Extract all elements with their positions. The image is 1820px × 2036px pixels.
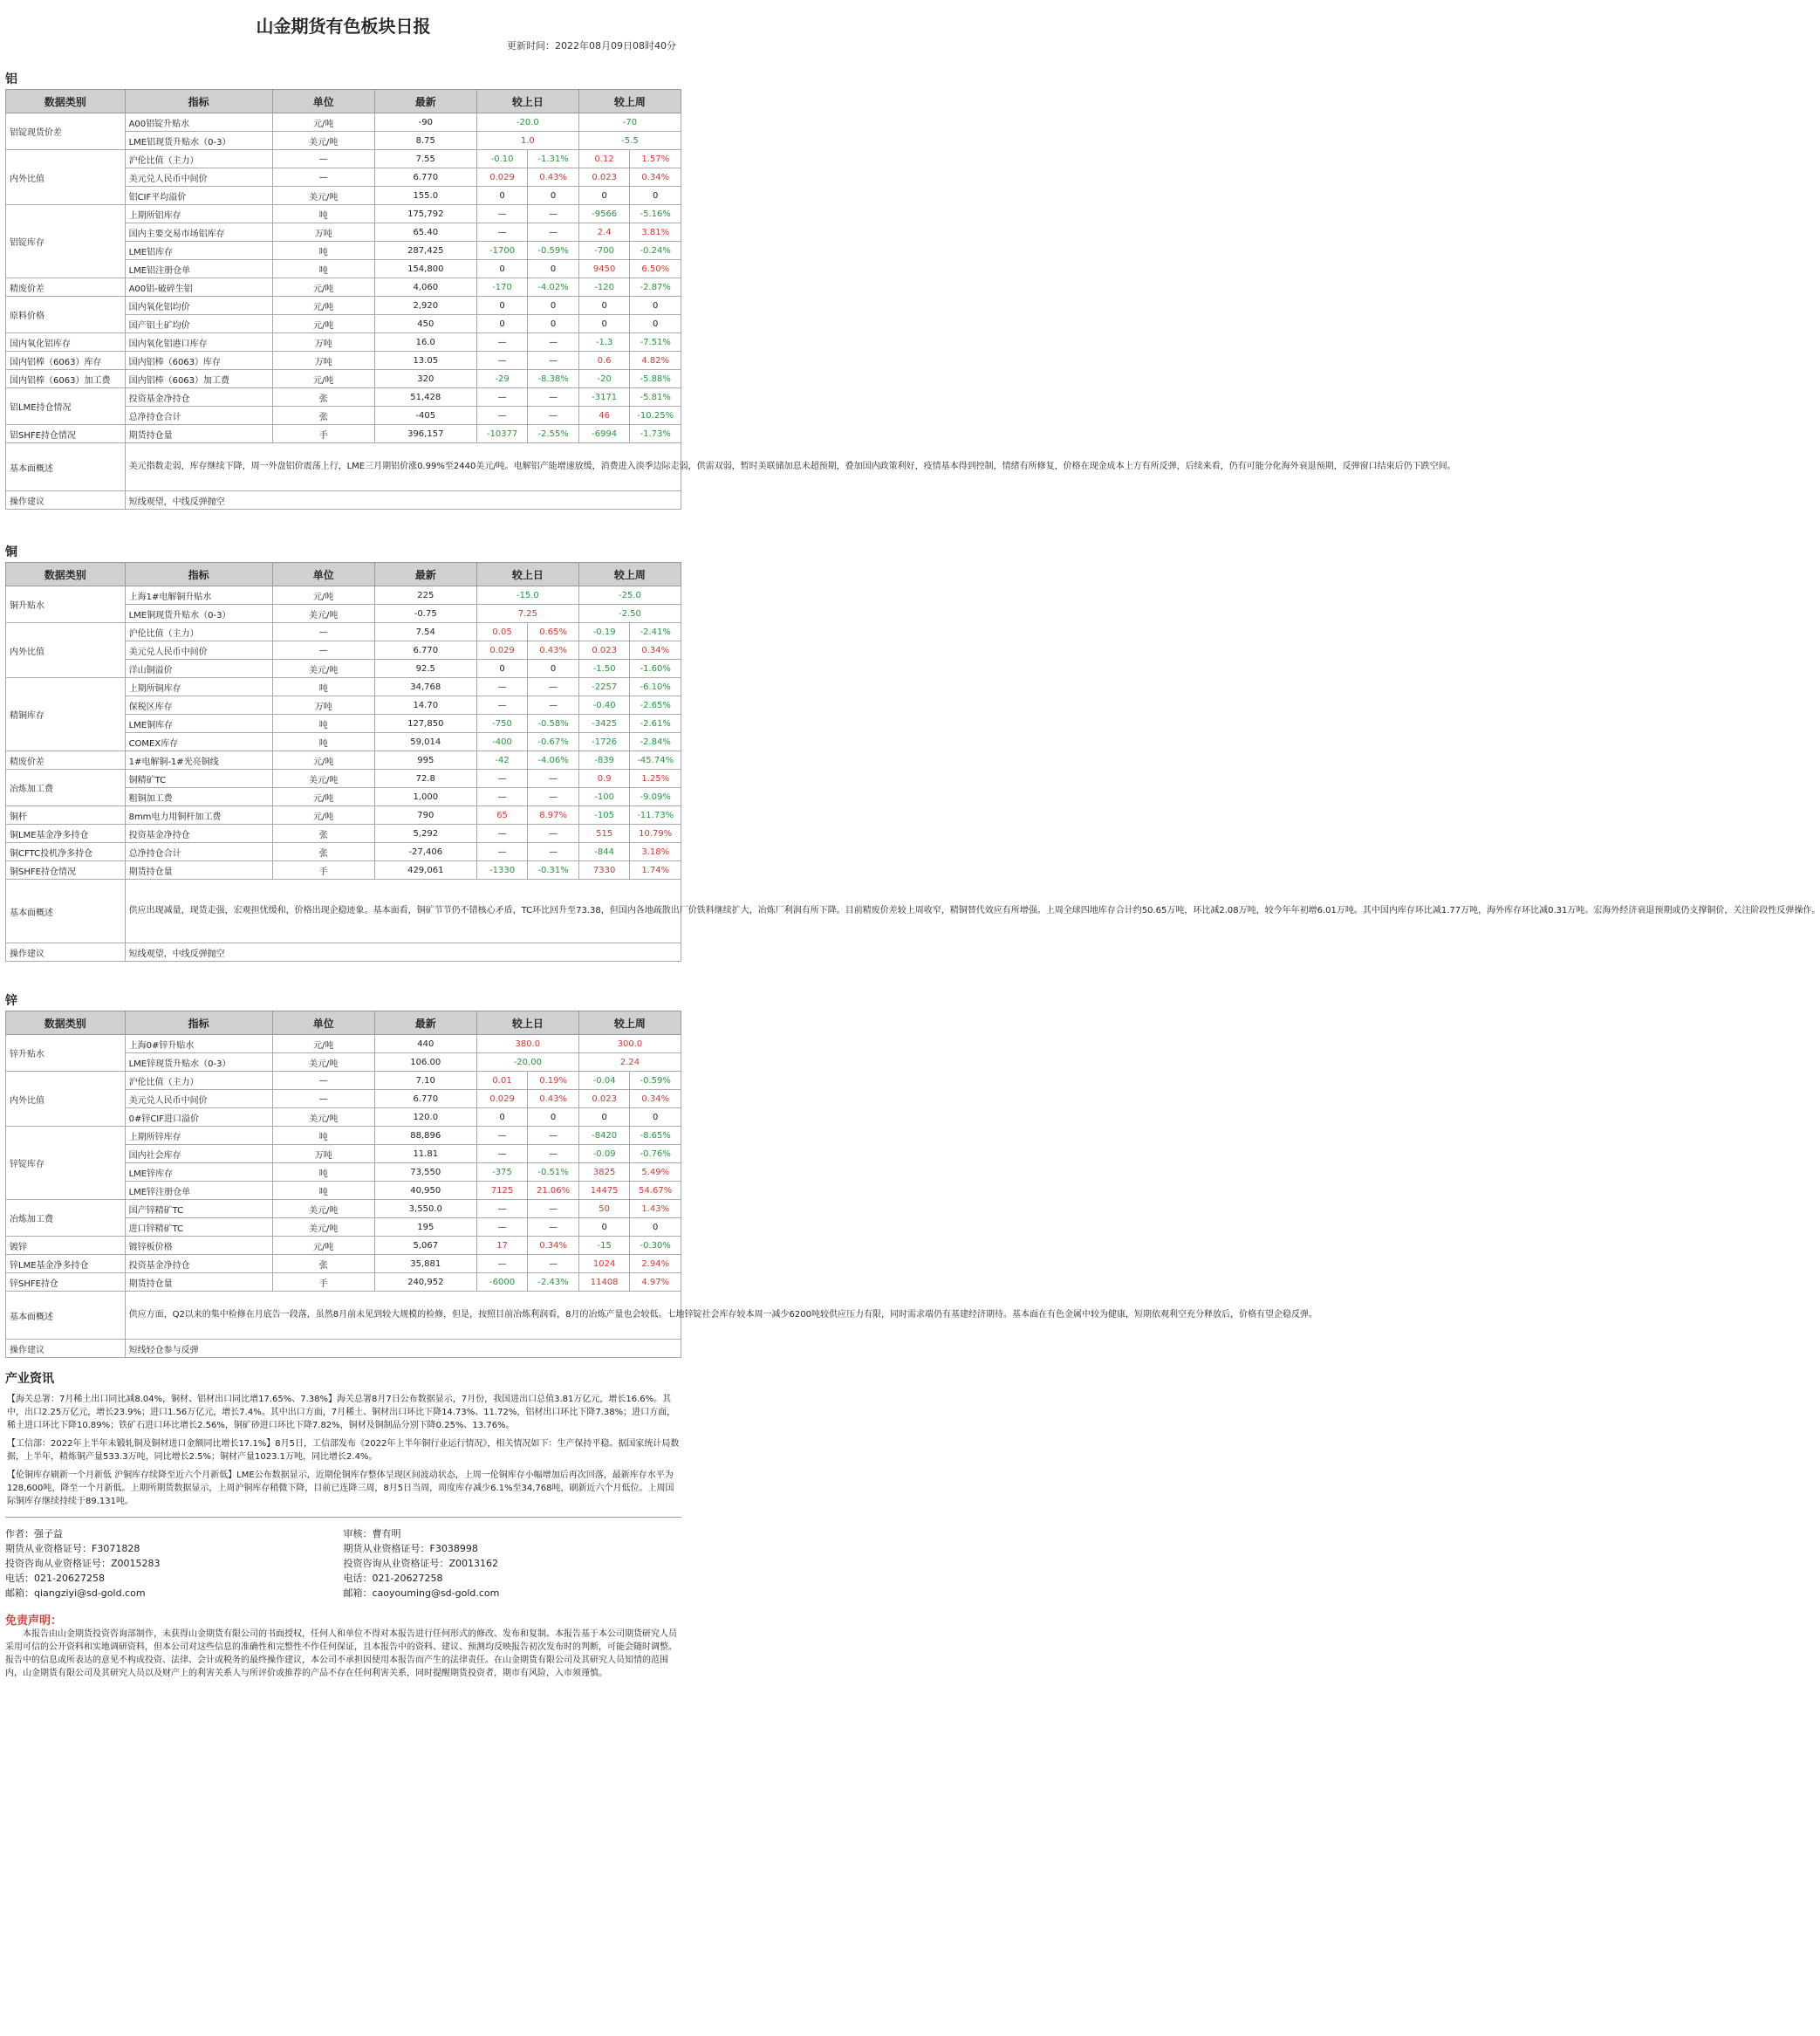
reviewer-email: 邮箱：caoyouming@sd-gold.com (343, 1587, 500, 1599)
reviewer-right (344, 1526, 682, 1601)
col-vs-prev-week: 较上周 (578, 563, 681, 586)
col-vs-prev-day: 较上日 (476, 1011, 578, 1035)
author-email: 邮箱：qiangziyi@sd-gold.com (5, 1587, 146, 1599)
col-indicator: 指标 (125, 90, 272, 113)
author-consult-license: 投资咨询从业资格证号：Z0015283 (5, 1558, 161, 1569)
page-title: 山金期货有色板块日报 (256, 16, 431, 37)
zinc-advice: 短线轻仓参与反弹 (125, 1340, 681, 1358)
divider (5, 1517, 681, 1518)
reviewer-consult-license: 投资咨询从业资格证号：Z0013162 (343, 1558, 499, 1569)
col-category: 数据类别 (6, 1011, 126, 1035)
industry-news (5, 1393, 681, 1508)
news-item-2: 【工信部：2022年上半年未锻轧铜及铜材进口金额同比增长17.1%】8月5日，工信部发布《2022年上半年铜行业运行情况》，相关情况如下：生产保持平稳。据国家统计局数据，上半年，精炼铜产量533.3万吨，同比增长2.5%；铜材产量1023.1万吨，同比增长2.4%。 (7, 1439, 680, 1462)
section-zinc: 锌 (5, 994, 17, 1008)
news-item-3: 【伦铜库存刷新一个月新低 沪铜库存续降至近六个月新低】LME公布数据显示，近期伦铜库存整体呈现区间波动状态，上周一伦铜库存小幅增加后再次回落，最新库存水平为128,600吨，降至一个月新低。上期所期货数据显示，上周沪铜库存稍微下降，目前已连降三周，8月5日当周，周度库存减少6.1%至34,768吨，刷新近六个月低位。上周国际铜库存继续持续于89.131吨。 (7, 1470, 674, 1506)
col-latest: 最新 (374, 90, 476, 113)
aluminum-advice: 短线观望，中线反弹抛空 (125, 491, 681, 510)
disclaimer-text: 本报告由山金期货投资咨询部制作，未获得山金期货有限公司的书面授权，任何人和单位不得对本报告进行任何形式的修改、发布和复制。本报告基于本公司期货研究人员采用可信的公开资料和实地调研资料，但本公司对这些信息的准确性和完整性不作任何保证，且本报告中的资料、建议、预测均反映报告初次发布时的判断，可能会随时调整。报告中的信息或所表达的意见不构成投资、法律、会计或税务的最终操作建议，本公司不承担因使用本报告而产生的法律责任。在山金期货有限公司及其研究人员知情的范围内，山金期货有限公司及其研究人员以及财产上的利害关系人与所评价或推荐的产品不存在任何利害关系，同时提醒期货投资者，期市有风险，入市须谨慎。 (5, 1629, 677, 1678)
news-item-1: 【海关总署：7月稀土出口同比减8.04%，铜材、铝材出口同比增17.65%、7.38%】海关总署8月7日公布数据显示，7月份，我国进出口总值3.81万亿元，增长16.6%。其中，出口2.25万亿元，增长23.9%；进口1.56万亿元，增长7.4%。其中出口方面，7月稀土、铜材出口环比下降14.73%、11.72%，铝材出口环比下降7.38%；进口方面，稀土进口环比下降10.89%；铁矿石进口环比增长2.56%，铜矿砂进口环比下降7.82%，铜材及铜制品分别下降0.25%、13.76%。 (7, 1395, 676, 1430)
col-category: 数据类别 (6, 90, 126, 113)
update-time: 更新时间：2022年08月09日08时40分 (507, 40, 676, 51)
copper-table: 数据类别 指标 单位 最新 较上日 较上周 铜升贴水 上海1#电解铜升贴水 元/吨 225 -15.0 -25.0 LME铜现货升贴水（0-3） 美元/吨 -0.75 7.25 -2.50 内外比值 沪伦比值（主力） — 7.54 0.05 0.65% -0.19 -2.41% 美元兑人民币中间价 — 6.770 0.029 0.43% 0.023 0.34% 洋山铜溢价 美元/吨 92.5 0 0 -1.50 -1.60% 精铜库存 上期所铜库存 吨 34,768 — — -2257 -6.10% 保税区库存 万吨 14.70 — — -0.40 -2.65% LME铜库存 吨 127,850 -750 -0.58% -3425 -2.61% COMEX库存 吨 59,014 -400 -0.67% -1726 -2.84% 精废价差 1#电解铜-1#光亮铜线 元/吨 995 -42 -4.06% -839 -45.74% 冶炼加工费 铜精矿TC 美元/吨 72.8 — — 0.9 1.25% 粗铜加工费 元/吨 1,000 — — -100 -9.09% 铜杆 8mm电力用铜杆加工费 元/吨 790 65 8.97% -105 -11.73% 铜LME基金净多持仓 投资基金净持仓 张 5,292 — — 515 10.79% 铜CFTC投机净多持仓 总净持仓合计 张 -27,406 — — -844 3.18% 铜SHFE持仓情况 期货持仓量 手 429,061 -1330 -0.31% 7330 1.74% 基本面概述 供应出现减量，现货走强，宏观担忧缓和，价格出现企稳迹象。基本面看，铜矿节节仍不错核心矛盾，TC环比回升至73.38，但国内各地疏散出厂价铁料继续扩大，冶炼厂利润有所下降。目前精废价差较上周收窄，精铜替代效应有所增强。上周全球四地库存合计约50.65万吨，环比减2.08万吨，较今年年初增6.01万吨。其中国内库存环比减1.77万吨，海外库存环比减0.31万吨。宏海外经济衰退预期或仍支撑铜价，关注阶段性反弹操作。 操作建议 短线观望，中线反弹抛空 (5, 562, 681, 962)
col-vs-prev-day: 较上日 (476, 90, 578, 113)
copper-summary: 供应出现减量，现货走强，宏观担忧缓和，价格出现企稳迹象。基本面看，铜矿节节仍不错核心矛盾，TC环比回升至73.38，但国内各地疏散出厂价铁料继续扩大，冶炼厂利润有所下降。目前精废价差较上周收窄，精铜替代效应有所增强。上周全球四地库存合计约50.65万吨，环比减2.08万吨，较今年年初增6.01万吨。其中国内库存环比减1.77万吨，海外库存环比减0.31万吨。宏海外经济衰退预期或仍支撑铜价，关注阶段性反弹操作。 (125, 880, 681, 943)
reviewer-license: 期货从业资格证号：F3038998 (343, 1543, 478, 1554)
author-name: 作者：强子益 (5, 1528, 63, 1539)
disclaimer-title: 免责声明： (5, 1614, 63, 1628)
author-license: 期货从业资格证号：F3071828 (5, 1543, 140, 1554)
col-vs-prev-week: 较上周 (578, 1011, 681, 1035)
col-unit: 单位 (272, 1011, 374, 1035)
section-copper: 铜 (5, 545, 17, 559)
industry-title: 产业资讯 (5, 1372, 54, 1386)
authors (5, 1526, 681, 1601)
reviewer-name: 审核：曹有明 (343, 1528, 401, 1539)
reviewer-phone: 电话：021-20627258 (343, 1573, 443, 1584)
col-indicator: 指标 (125, 563, 272, 586)
col-vs-prev-day: 较上日 (476, 563, 578, 586)
col-indicator: 指标 (125, 1011, 272, 1035)
copper-advice: 短线观望，中线反弹抛空 (125, 943, 681, 962)
col-latest: 最新 (374, 563, 476, 586)
col-category: 数据类别 (6, 563, 126, 586)
zinc-summary: 供应方面，Q2以来的集中检修在月底告一段落，虽然8月前未见到较大规模的检修，但是，按照目前冶炼利润看，8月的冶炼产量也会较低。七地锌锭社会库存较本周一减少6200吨较供应压力有限，同时需求端仍有基建经济期待。基本面在有色金属中较为健康，短期依观利空充分释放后，价格有望企稳反弹。 (125, 1292, 681, 1340)
author-phone: 电话：021-20627258 (5, 1573, 105, 1584)
section-aluminum: 铝 (5, 72, 17, 86)
col-unit: 单位 (272, 90, 374, 113)
zinc-table: 数据类别 指标 单位 最新 较上日 较上周 锌升贴水 上海0#锌升贴水 元/吨 440 380.0 300.0 LME锌现货升贴水（0-3） 美元/吨 106.00 -20.00 2.24 内外比值 沪伦比值（主力） — 7.10 0.01 0.19% -0.04 -0.59% 美元兑人民币中间价 — 6.770 0.029 0.43% 0.023 0.34% 0#锌CIF进口溢价 美元/吨 120.0 0 0 0 0 锌锭库存 上期所锌库存 吨 88,896 — — -8420 -8.65% 国内社会库存 万吨 11.81 — — -0.09 -0.76% LME锌库存 吨 73,550 -375 -0.51% 3825 5.49% LME锌注册仓单 吨 40,950 7125 21.06% 14475 54.67% 冶炼加工费 国产锌精矿TC 美元/吨 3,550.0 — — 50 1.43% 进口锌精矿TC 美元/吨 195 — — 0 0 镀锌 镀锌板价格 元/吨 5,067 17 0.34% -15 -0.30% 锌LME基金净多持仓 投资基金净持仓 张 35,881 — — 1024 2.94% 锌SHFE持仓 期货持仓量 手 240,952 -6000 -2.43% 11408 4.97% 基本面概述 供应方面，Q2以来的集中检修在月底告一段落，虽然8月前未见到较大规模的检修，但是，按照目前冶炼利润看，8月的冶炼产量也会较低。七地锌锭社会库存较本周一减少6200吨较供应压力有限，同时需求端仍有基建经济期待。基本面在有色金属中较为健康，短期依观利空充分释放后，价格有望企稳反弹。 操作建议 短线轻仓参与反弹 (5, 1011, 681, 1358)
col-vs-prev-week: 较上周 (578, 90, 681, 113)
author-left (5, 1526, 344, 1601)
col-unit: 单位 (272, 563, 374, 586)
col-latest: 最新 (374, 1011, 476, 1035)
aluminum-table: 数据类别 指标 单位 最新 较上日 较上周 铝锭现货价差 A00铝锭升贴水 元/吨 -90 -20.0 -70 LME铝现货升贴水（0-3） 美元/吨 8.75 1.0 -5.5 内外比值 沪伦比值（主力） — 7.55 -0.10 -1.31% 0.12 1.57% 美元兑人民币中间价 — 6.770 0.029 0.43% 0.023 0.34% 铝CIF平均溢价 美元/吨 155.0 0 0 0 0 铝锭库存 上期所铝库存 吨 175,792 — — -9566 -5.16% 国内主要交易市场铝库存 万吨 65.40 — — 2.4 3.81% LME铝库存 吨 287,425 -1700 -0.59% -700 -0.24% LME铝注册仓单 吨 154,800 0 0 9450 6.50% 精废价差 A00铝-破碎生铝 元/吨 4,060 -170 -4.02% -120 -2.87% 原料价格 国内氧化铝均价 元/吨 2,920 0 0 0 0 国产铝土矿均价 元/吨 450 0 0 0 0 国内氧化铝库存 国内氧化铝港口库存 万吨 16.0 — — -1.3 -7.51% 国内铝棒（6063）库存 国内铝棒（6063）库存 万吨 13.05 — — 0.6 4.82% 国内铝棒（6063）加工费 国内铝棒（6063）加工费 元/吨 320 -29 -8.38% -20 -5.88% 铝LME持仓情况 投资基金净持仓 张 51,428 — — -3171 -5.81% 总净持仓合计 张 -405 — — 46 -10.25% 铝SHFE持仓情况 期货持仓量 手 396,157 -10377 -2.55% -6994 -1.73% 基本面概述 美元指数走弱，库存继续下降，周一外盘铝价震荡上行，LME三月期铝价涨0.99%至2440美元/吨。电解铝产能增速放缓，消费进入淡季边际走弱，供需双弱，暂时美联储加息未超预期，叠加国内政策利好，疫情基本得到控制，情绪有所修复，价格在现金成本上方有所反弹，后续来看，仍有可能分化海外衰退预期，反弹窗口结束后仍下跌空间。 操作建议 短线观望，中线反弹抛空 (5, 89, 681, 510)
aluminum-summary: 美元指数走弱，库存继续下降，周一外盘铝价震荡上行，LME三月期铝价涨0.99%至2440美元/吨。电解铝产能增速放缓，消费进入淡季边际走弱，供需双弱，暂时美联储加息未超预期，叠加国内政策利好，疫情基本得到控制，情绪有所修复，价格在现金成本上方有所反弹，后续来看，仍有可能分化海外衰退预期，反弹窗口结束后仍下跌空间。 (125, 443, 681, 491)
